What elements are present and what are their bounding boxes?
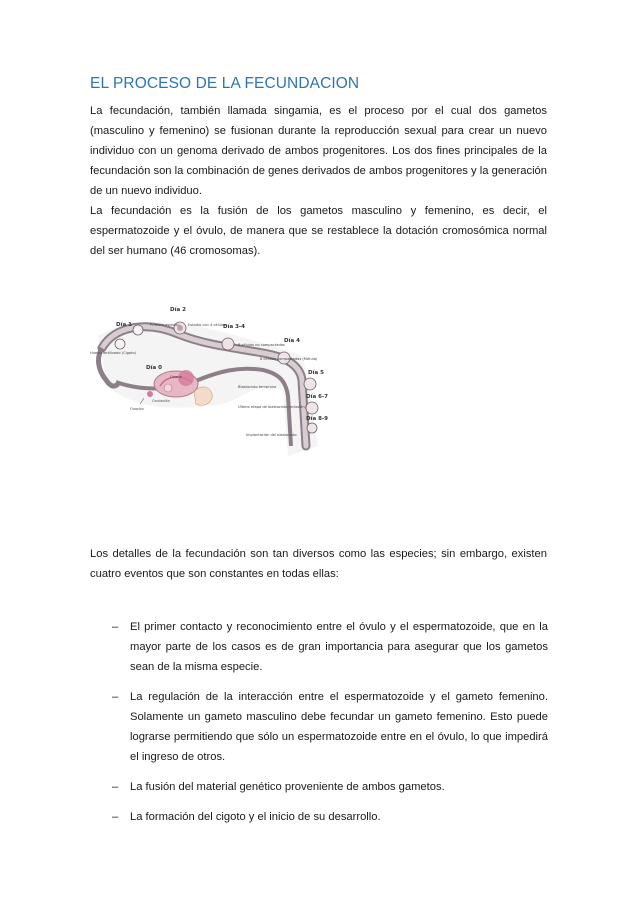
label-day1: Día 1 <box>116 322 132 328</box>
hatching-blastocyst <box>307 423 317 433</box>
zygote-stage <box>115 339 125 349</box>
fertilization-diagram-svg <box>88 296 330 466</box>
label-day67: Día 6-7 <box>306 394 329 400</box>
oocyte <box>164 384 172 392</box>
list-item-text: El primer contacto y reconocimiento entre el óvulo y el espermatozoide, que en la mayor parte de los casos es de gran importancia para asegurar que los gametos sean de la misma especie. <box>130 621 548 673</box>
label-first-cleavage: Primera escisión <box>150 323 180 327</box>
label-four-cell: Estadio con 4 células <box>188 323 226 327</box>
label-ovary: Ovario <box>170 375 182 379</box>
label-fertilized: Huevo fertilizado (Cigoto) <box>90 351 137 355</box>
label-day4: Día 4 <box>284 338 300 344</box>
list-marker: – <box>112 811 119 823</box>
label-day5: Día 5 <box>308 370 324 376</box>
label-late-blastocyst: Último etapa de blastocisto (eclosión) <box>238 405 307 409</box>
paragraph-intro: La fecundación, también llamada singamia, es el proceso por el cual dos gametos (masculino y femenino) se fusionan durante la reproducción sexual para crear un nuevo individuo con un genoma derivado de ambos progenitores. Los dos fines principales de la fecundación son la combinación de genes derivados de ambos progenitores y la generación de un nuevo individuo. <box>90 105 547 197</box>
events-list <box>90 617 548 837</box>
paragraph-definition: La fecundación es la fusión de los gametos masculino y femenino, es decir, el espermatozoide y el óvulo, de manera que se restablece la dotación cromosómica normal del ser humano (46 cromosomas). <box>90 205 547 257</box>
label-morula: 8 células compactadas (Mórula) <box>260 357 318 361</box>
label-early-blastocyst: Blastocisto temprano <box>238 385 277 389</box>
list-item <box>90 617 548 677</box>
fertilization-diagram <box>88 296 330 466</box>
two-cell-stage <box>133 325 143 335</box>
list-item <box>90 777 548 797</box>
blastocyst-stage <box>304 378 316 390</box>
list-item-text: La fusión del material genético proveniente de ambos gametos. <box>130 781 445 793</box>
late-blastocyst-stage <box>306 402 318 414</box>
page-title: EL PROCESO DE LA FECUNDACION <box>90 75 360 92</box>
label-implantation: Implantación del blastocisto <box>246 433 297 437</box>
label-eight-cell: 8 células no compactadas <box>238 343 285 347</box>
paragraph-events-intro: Los detalles de la fecundación son tan diversos como las especies; sin embargo, existen cuatro eventos que son constantes en todas ellas: <box>90 548 547 580</box>
list-item-text: La regulación de la interacción entre el espermatozoide y el gameto femenino. Solamente un gameto masculino debe fecundar un gameto femenino. Esto puede lograrse permitiendo que sólo un espermatozoide entre en el óvulo, lo que impedirá el ingreso de otros. <box>130 691 548 763</box>
label-day34: Día 3-4 <box>223 324 246 330</box>
ovulation-marker <box>147 391 153 397</box>
list-item <box>90 807 548 827</box>
label-day0: Día 0 <box>146 365 162 371</box>
list-item-text: La formación del cigoto y el inicio de su desarrollo. <box>130 811 381 823</box>
label-day89: Día 8-9 <box>306 416 329 422</box>
list-item <box>90 687 548 767</box>
label-day2: Día 2 <box>170 307 186 313</box>
corpus-luteum <box>194 387 212 405</box>
label-ovulation: Ovulación <box>152 399 170 403</box>
eight-cell-stage <box>222 338 234 350</box>
list-marker: – <box>112 781 119 793</box>
list-marker: – <box>112 621 119 633</box>
label-oocyte: Ovocito <box>130 407 144 411</box>
list-marker: – <box>112 691 119 703</box>
